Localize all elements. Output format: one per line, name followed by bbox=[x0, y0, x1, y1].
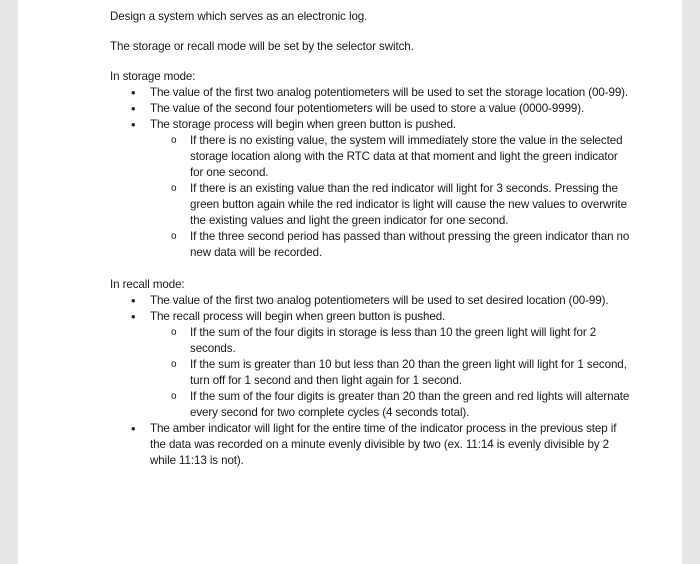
bullet-marker: • bbox=[131, 101, 136, 116]
list-item bbox=[110, 293, 630, 309]
sub-bullet-marker: o bbox=[171, 231, 177, 242]
recall-bullet-text: The value of the first two analog potentiometers will be used to set desired location (00-99). bbox=[150, 294, 609, 307]
sub-list-item bbox=[150, 325, 630, 357]
storage-bullet-text: The value of the second four potentiometers will be used to store a value (0000-9999). bbox=[150, 102, 585, 115]
storage-mode-list bbox=[110, 85, 630, 261]
sub-bullet-marker: o bbox=[171, 327, 177, 338]
list-item bbox=[110, 85, 630, 101]
bullet-marker: • bbox=[131, 85, 136, 100]
sub-bullet-marker: o bbox=[171, 359, 177, 370]
storage-sub-text: If there is no existing value, the system will immediately store the value in the selected storage location along with the RTC data at that moment and light the green indicator for one second. bbox=[190, 134, 623, 179]
recall-sub-list bbox=[150, 325, 630, 421]
bullet-marker: • bbox=[131, 293, 136, 308]
recall-mode-list bbox=[110, 293, 630, 469]
document-body bbox=[110, 9, 630, 469]
sub-bullet-marker: o bbox=[171, 391, 177, 402]
left-page-margin bbox=[0, 0, 18, 564]
recall-sub-text: If the sum of the four digits in storage is less than 10 the green light will light for 2 seconds. bbox=[190, 326, 597, 355]
sub-list-item bbox=[150, 181, 630, 229]
bullet-marker: • bbox=[131, 117, 136, 132]
storage-sub-text: If there is an existing value than the red indicator will light for 3 seconds. Pressing the green button again while the red indicator is light will cause the new values to overwrite the existing values and light the green indicator for one second. bbox=[190, 182, 627, 227]
storage-bullet-text: The storage process will begin when green button is pushed. bbox=[150, 118, 457, 131]
list-item bbox=[110, 117, 630, 261]
list-item bbox=[110, 101, 630, 117]
right-page-margin bbox=[682, 0, 700, 564]
sub-list-item bbox=[150, 389, 630, 421]
recall-sub-text: If the sum of the four digits is greater than 20 than the green and red lights will alternate every second for two complete cycles (4 seconds total). bbox=[190, 390, 630, 419]
recall-bullet-text: The recall process will begin when green button is pushed. bbox=[150, 310, 446, 323]
list-item bbox=[110, 309, 630, 421]
storage-sub-list bbox=[150, 133, 630, 261]
storage-mode-heading: In storage mode: bbox=[110, 70, 196, 83]
sub-bullet-marker: o bbox=[171, 135, 177, 146]
storage-sub-text: If the three second period has passed than without pressing the green indicator than no new data will be recorded. bbox=[190, 230, 630, 259]
recall-sub-text: If the sum is greater than 10 but less than 20 than the green light will light for 1 second, turn off for 1 second and then light again for 1 second. bbox=[190, 358, 627, 387]
recall-mode-heading: In recall mode: bbox=[110, 278, 185, 291]
section-spacer bbox=[110, 261, 630, 277]
document-page bbox=[18, 0, 682, 564]
mode-selection-note: The storage or recall mode will be set by the selector switch. bbox=[110, 40, 414, 53]
document-title: Design a system which serves as an electronic log. bbox=[110, 10, 368, 23]
list-item bbox=[110, 421, 630, 469]
sub-list-item bbox=[150, 229, 630, 261]
sub-list-item bbox=[150, 133, 630, 181]
recall-bullet-text: The amber indicator will light for the entire time of the indicator process in the previous step if the data was recorded on a minute evenly divisible by two (ex. 11:14 is evenly divisible by 2 while 11:13 is not). bbox=[150, 422, 617, 467]
storage-bullet-text: The value of the first two analog potentiometers will be used to set the storage location (00-99). bbox=[150, 86, 629, 99]
sub-bullet-marker: o bbox=[171, 183, 177, 194]
bullet-marker: • bbox=[131, 421, 136, 436]
bullet-marker: • bbox=[131, 309, 136, 324]
sub-list-item bbox=[150, 357, 630, 389]
